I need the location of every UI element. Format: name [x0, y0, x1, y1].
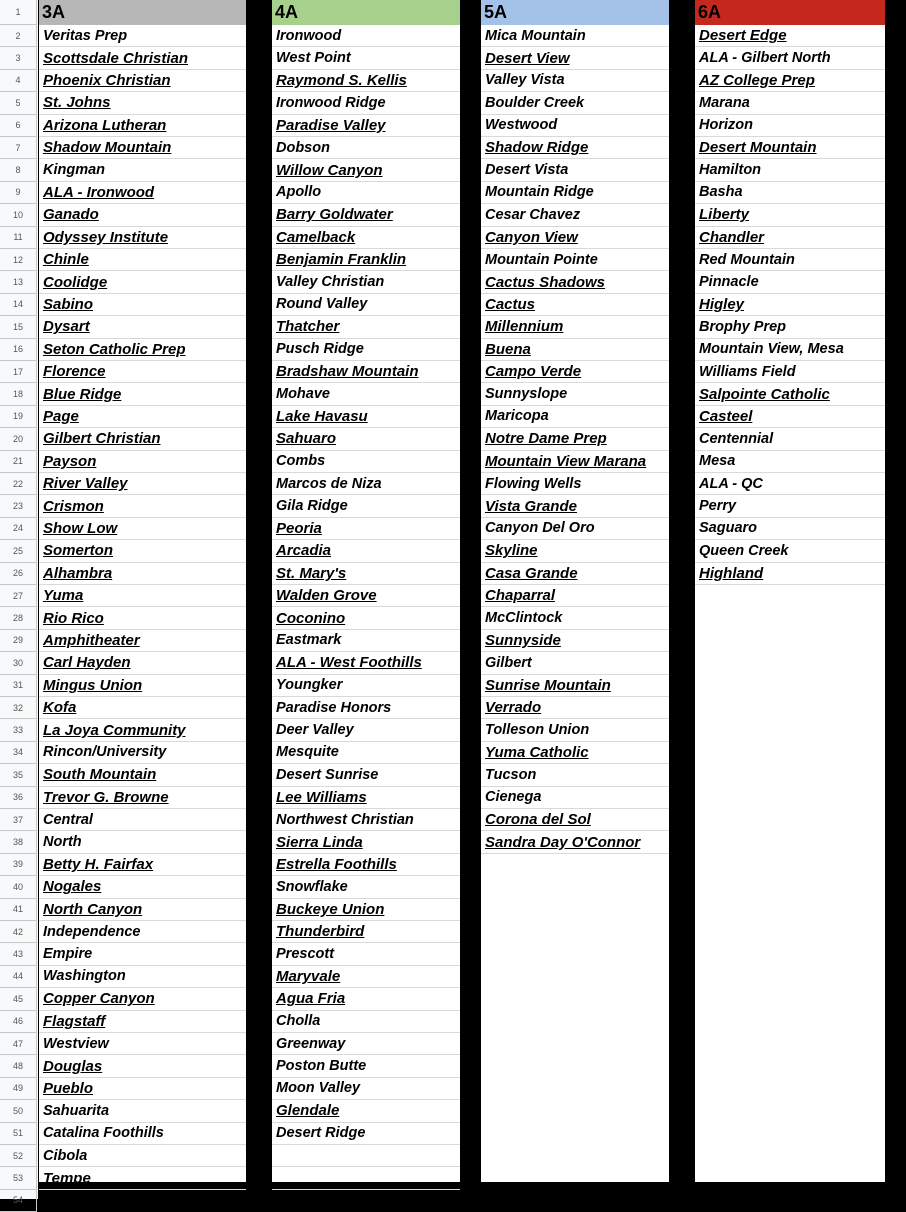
school-cell[interactable]: Peoria	[272, 518, 460, 540]
school-cell[interactable]: Desert View	[481, 47, 669, 69]
row-number[interactable]: 13	[0, 271, 37, 293]
school-cell[interactable]: Desert Vista	[481, 159, 669, 181]
school-cell[interactable]: Skyline	[481, 540, 669, 562]
school-cell[interactable]: Raymond S. Kellis	[272, 70, 460, 92]
school-cell[interactable]: Mountain Pointe	[481, 249, 669, 271]
school-cell[interactable]: Valley Vista	[481, 70, 669, 92]
school-cell[interactable]: Northwest Christian	[272, 809, 460, 831]
school-cell[interactable]: North Canyon	[39, 899, 246, 921]
row-number[interactable]: 48	[0, 1055, 37, 1077]
school-cell[interactable]: Paradise Valley	[272, 115, 460, 137]
row-number[interactable]: 22	[0, 473, 37, 495]
row-number[interactable]: 21	[0, 451, 37, 473]
row-number[interactable]: 25	[0, 540, 37, 562]
school-cell[interactable]: Greenway	[272, 1033, 460, 1055]
school-cell[interactable]: Flowing Wells	[481, 473, 669, 495]
school-cell[interactable]: Queen Creek	[695, 540, 885, 562]
row-number[interactable]: 40	[0, 876, 37, 898]
school-cell[interactable]: Perry	[695, 495, 885, 517]
column-6a	[695, 0, 885, 1182]
row-number[interactable]: 30	[0, 652, 37, 674]
school-cell[interactable]: Cibola	[39, 1145, 246, 1167]
row-number[interactable]: 3	[0, 47, 37, 69]
school-cell[interactable]: Chandler	[695, 227, 885, 249]
row-number[interactable]: 52	[0, 1145, 37, 1167]
school-cell[interactable]: St. Mary's	[272, 563, 460, 585]
school-cell[interactable]: Buckeye Union	[272, 899, 460, 921]
school-cell[interactable]: Gila Ridge	[272, 495, 460, 517]
school-cell[interactable]: Coconino	[272, 607, 460, 629]
school-cell[interactable]: ALA - Gilbert North	[695, 47, 885, 69]
school-cell[interactable]: Kingman	[39, 159, 246, 181]
school-cell[interactable]: Mountain Ridge	[481, 182, 669, 204]
school-cell[interactable]: Notre Dame Prep	[481, 428, 669, 450]
school-cell[interactable]: Carl Hayden	[39, 652, 246, 674]
school-cell[interactable]: River Valley	[39, 473, 246, 495]
school-cell[interactable]: Corona del Sol	[481, 809, 669, 831]
school-cell[interactable]: Estrella Foothills	[272, 854, 460, 876]
row-number[interactable]: 6	[0, 115, 37, 137]
school-cell[interactable]: Desert Mountain	[695, 137, 885, 159]
school-cell[interactable]: Buena	[481, 339, 669, 361]
school-cell[interactable]: Pusch Ridge	[272, 339, 460, 361]
school-cell[interactable]: Mesquite	[272, 742, 460, 764]
school-cell[interactable]: ALA - West Foothills	[272, 652, 460, 674]
school-cell[interactable]: Lake Havasu	[272, 406, 460, 428]
row-number[interactable]: 27	[0, 585, 37, 607]
row-number[interactable]: 44	[0, 966, 37, 988]
column-4a	[272, 0, 460, 1182]
school-cell[interactable]: AZ College Prep	[695, 70, 885, 92]
school-cell[interactable]: Sunnyslope	[481, 383, 669, 405]
row-number-gutter	[0, 0, 38, 1206]
school-cell[interactable]: Liberty	[695, 204, 885, 226]
school-cell[interactable]: Camelback	[272, 227, 460, 249]
school-cell[interactable]: Cactus Shadows	[481, 271, 669, 293]
school-cell[interactable]: Dysart	[39, 316, 246, 338]
column-header[interactable]: 4A	[272, 0, 460, 25]
row-number[interactable]: 53	[0, 1167, 37, 1189]
school-cell[interactable]: Sahuarita	[39, 1100, 246, 1122]
school-cell[interactable]: Mountain View Marana	[481, 451, 669, 473]
school-cell[interactable]: St. Johns	[39, 92, 246, 114]
school-cell[interactable]: Mohave	[272, 383, 460, 405]
row-number[interactable]: 17	[0, 361, 37, 383]
school-cell[interactable]: Youngker	[272, 675, 460, 697]
school-cell[interactable]: Trevor G. Browne	[39, 787, 246, 809]
school-cell[interactable]: Sunnyside	[481, 630, 669, 652]
school-cell[interactable]: Ironwood	[272, 25, 460, 47]
school-cell[interactable]: Amphitheater	[39, 630, 246, 652]
school-cell[interactable]: Flagstaff	[39, 1011, 246, 1033]
school-cell[interactable]: Willow Canyon	[272, 159, 460, 181]
school-cell[interactable]: Sandra Day O'Connor	[481, 831, 669, 853]
row-number[interactable]: 33	[0, 719, 37, 741]
school-cell[interactable]: Paradise Honors	[272, 697, 460, 719]
school-cell[interactable]: Boulder Creek	[481, 92, 669, 114]
row-number[interactable]: 26	[0, 563, 37, 585]
column-5a	[481, 0, 669, 1182]
school-cell[interactable]: McClintock	[481, 607, 669, 629]
school-cell[interactable]: Brophy Prep	[695, 316, 885, 338]
school-cell[interactable]: Mountain View, Mesa	[695, 339, 885, 361]
school-cell[interactable]: Lee Williams	[272, 787, 460, 809]
school-cell[interactable]: Basha	[695, 182, 885, 204]
school-cell[interactable]: Highland	[695, 563, 885, 585]
school-cell[interactable]: Florence	[39, 361, 246, 383]
row-number[interactable]: 35	[0, 764, 37, 786]
school-cell[interactable]: ALA - QC	[695, 473, 885, 495]
school-cell[interactable]: Betty H. Fairfax	[39, 854, 246, 876]
school-cell[interactable]: Round Valley	[272, 294, 460, 316]
row-number[interactable]: 19	[0, 406, 37, 428]
school-cell[interactable]: Poston Butte	[272, 1055, 460, 1077]
school-cell[interactable]: Horizon	[695, 115, 885, 137]
school-cell[interactable]: Arcadia	[272, 540, 460, 562]
school-cell[interactable]: Coolidge	[39, 271, 246, 293]
school-cell[interactable]: Arizona Lutheran	[39, 115, 246, 137]
school-cell[interactable]: Somerton	[39, 540, 246, 562]
school-cell[interactable]	[272, 1167, 460, 1189]
school-cell[interactable]: Crismon	[39, 495, 246, 517]
school-cell[interactable]: Vista Grande	[481, 495, 669, 517]
school-cell[interactable]: Campo Verde	[481, 361, 669, 383]
school-cell[interactable]: Tucson	[481, 764, 669, 786]
row-number[interactable]: 49	[0, 1078, 37, 1100]
school-cell[interactable]: Central	[39, 809, 246, 831]
school-cell[interactable]: West Point	[272, 47, 460, 69]
school-cell[interactable]: Walden Grove	[272, 585, 460, 607]
school-cell[interactable]: Desert Edge	[695, 25, 885, 47]
school-cell[interactable]: Williams Field	[695, 361, 885, 383]
row-number[interactable]: 15	[0, 316, 37, 338]
row-number[interactable]: 24	[0, 518, 37, 540]
school-cell[interactable]: Eastmark	[272, 630, 460, 652]
school-cell[interactable]: Scottsdale Christian	[39, 47, 246, 69]
school-cell[interactable]: Casteel	[695, 406, 885, 428]
school-cell[interactable]: Maryvale	[272, 966, 460, 988]
school-cell[interactable]: Gilbert	[481, 652, 669, 674]
school-cell[interactable]: Apollo	[272, 182, 460, 204]
school-cell[interactable]: Pinnacle	[695, 271, 885, 293]
school-cell[interactable]: Saguaro	[695, 518, 885, 540]
school-cell[interactable]: Sierra Linda	[272, 831, 460, 853]
row-number[interactable]: 51	[0, 1123, 37, 1145]
row-number[interactable]: 14	[0, 294, 37, 316]
row-number[interactable]: 37	[0, 809, 37, 831]
school-cell[interactable]: Blue Ridge	[39, 383, 246, 405]
column-3a	[39, 0, 246, 1187]
school-cell[interactable]: Cesar Chavez	[481, 204, 669, 226]
school-cell[interactable]: Combs	[272, 451, 460, 473]
row-number[interactable]: 4	[0, 70, 37, 92]
school-cell[interactable]: Prescott	[272, 943, 460, 965]
school-cell[interactable]	[272, 1145, 460, 1167]
row-number[interactable]: 23	[0, 495, 37, 517]
school-cell[interactable]: Marana	[695, 92, 885, 114]
school-cell[interactable]: Page	[39, 406, 246, 428]
school-cell[interactable]: Salpointe Catholic	[695, 383, 885, 405]
school-cell[interactable]: Independence	[39, 921, 246, 943]
school-cell[interactable]: Rincon/University	[39, 742, 246, 764]
school-cell[interactable]: Dobson	[272, 137, 460, 159]
row-number[interactable]: 32	[0, 697, 37, 719]
row-number[interactable]: 8	[0, 159, 37, 181]
school-cell[interactable]: Veritas Prep	[39, 25, 246, 47]
school-cell[interactable]: Barry Goldwater	[272, 204, 460, 226]
row-number[interactable]: 47	[0, 1033, 37, 1055]
row-number[interactable]: 54	[0, 1190, 37, 1212]
school-cell[interactable]: Verrado	[481, 697, 669, 719]
school-cell[interactable]: Agua Fria	[272, 988, 460, 1010]
school-cell[interactable]: Sahuaro	[272, 428, 460, 450]
school-cell[interactable]: Gilbert Christian	[39, 428, 246, 450]
row-number[interactable]: 39	[0, 854, 37, 876]
school-cell[interactable]: Catalina Foothills	[39, 1123, 246, 1145]
school-cell[interactable]: Desert Sunrise	[272, 764, 460, 786]
school-cell[interactable]: Payson	[39, 451, 246, 473]
school-cell[interactable]: Red Mountain	[695, 249, 885, 271]
school-cell[interactable]: Shadow Ridge	[481, 137, 669, 159]
school-cell[interactable]: Cholla	[272, 1011, 460, 1033]
row-number[interactable]: 36	[0, 787, 37, 809]
school-cell[interactable]: Chaparral	[481, 585, 669, 607]
row-number[interactable]: 16	[0, 339, 37, 361]
school-cell[interactable]: La Joya Community	[39, 719, 246, 741]
column-header[interactable]: 5A	[481, 0, 669, 25]
column-header[interactable]: 3A	[39, 0, 246, 25]
school-cell[interactable]: Thatcher	[272, 316, 460, 338]
school-cell[interactable]: Odyssey Institute	[39, 227, 246, 249]
row-number[interactable]: 50	[0, 1100, 37, 1122]
school-cell[interactable]: Yuma	[39, 585, 246, 607]
school-cell[interactable]: Valley Christian	[272, 271, 460, 293]
school-cell[interactable]: Marcos de Niza	[272, 473, 460, 495]
school-cell[interactable]: Westview	[39, 1033, 246, 1055]
school-cell[interactable]: North	[39, 831, 246, 853]
school-cell[interactable]: Tempe	[39, 1167, 246, 1189]
row-number[interactable]: 31	[0, 675, 37, 697]
row-number[interactable]: 28	[0, 607, 37, 629]
school-cell[interactable]: Westwood	[481, 115, 669, 137]
school-cell[interactable]: Glendale	[272, 1100, 460, 1122]
school-cell[interactable]: Shadow Mountain	[39, 137, 246, 159]
school-cell[interactable]: Ironwood Ridge	[272, 92, 460, 114]
school-cell[interactable]: Washington	[39, 966, 246, 988]
school-cell[interactable]: Yuma Catholic	[481, 742, 669, 764]
school-cell[interactable]: Rio Rico	[39, 607, 246, 629]
school-cell[interactable]: Chinle	[39, 249, 246, 271]
row-number[interactable]: 12	[0, 249, 37, 271]
school-cell[interactable]: Deer Valley	[272, 719, 460, 741]
row-number[interactable]: 9	[0, 182, 37, 204]
school-cell[interactable]: Copper Canyon	[39, 988, 246, 1010]
school-cell[interactable]: Show Low	[39, 518, 246, 540]
row-number[interactable]: 2	[0, 25, 37, 47]
column-header[interactable]: 6A	[695, 0, 885, 25]
school-cell[interactable]: Ganado	[39, 204, 246, 226]
school-cell[interactable]: Sunrise Mountain	[481, 675, 669, 697]
school-cell[interactable]: Canyon View	[481, 227, 669, 249]
school-cell[interactable]: Sabino	[39, 294, 246, 316]
row-number[interactable]: 46	[0, 1011, 37, 1033]
school-cell[interactable]: Empire	[39, 943, 246, 965]
row-number[interactable]: 1	[0, 0, 37, 25]
school-cell[interactable]: Cactus	[481, 294, 669, 316]
row-number[interactable]: 11	[0, 227, 37, 249]
row-number[interactable]: 7	[0, 137, 37, 159]
row-number[interactable]: 43	[0, 943, 37, 965]
school-cell[interactable]: Thunderbird	[272, 921, 460, 943]
school-cell[interactable]: Mingus Union	[39, 675, 246, 697]
school-cell[interactable]: Canyon Del Oro	[481, 518, 669, 540]
school-cell[interactable]: Mesa	[695, 451, 885, 473]
school-cell[interactable]: Phoenix Christian	[39, 70, 246, 92]
school-cell[interactable]: Tolleson Union	[481, 719, 669, 741]
school-cell[interactable]: Kofa	[39, 697, 246, 719]
school-cell[interactable]: Nogales	[39, 876, 246, 898]
school-cell[interactable]: Bradshaw Mountain	[272, 361, 460, 383]
school-cell[interactable]: Maricopa	[481, 406, 669, 428]
school-cell[interactable]: Snowflake	[272, 876, 460, 898]
school-cell[interactable]: Alhambra	[39, 563, 246, 585]
school-cell[interactable]: Benjamin Franklin	[272, 249, 460, 271]
school-cell[interactable]: ALA - Ironwood	[39, 182, 246, 204]
row-number[interactable]: 38	[0, 831, 37, 853]
school-cell[interactable]: Seton Catholic Prep	[39, 339, 246, 361]
row-number[interactable]: 10	[0, 204, 37, 226]
school-cell[interactable]: South Mountain	[39, 764, 246, 786]
row-number[interactable]: 34	[0, 742, 37, 764]
school-cell[interactable]: Millennium	[481, 316, 669, 338]
row-number[interactable]: 41	[0, 899, 37, 921]
row-number[interactable]: 18	[0, 383, 37, 405]
row-number[interactable]: 29	[0, 630, 37, 652]
school-cell[interactable]: Moon Valley	[272, 1078, 460, 1100]
row-number[interactable]: 20	[0, 428, 37, 450]
school-cell[interactable]: Cienega	[481, 787, 669, 809]
school-cell[interactable]: Hamilton	[695, 159, 885, 181]
school-cell[interactable]: Mica Mountain	[481, 25, 669, 47]
school-cell[interactable]: Desert Ridge	[272, 1123, 460, 1145]
school-cell[interactable]: Centennial	[695, 428, 885, 450]
school-cell[interactable]: Douglas	[39, 1055, 246, 1077]
row-number[interactable]: 45	[0, 988, 37, 1010]
school-cell[interactable]: Pueblo	[39, 1078, 246, 1100]
school-cell[interactable]: Casa Grande	[481, 563, 669, 585]
row-number[interactable]: 42	[0, 921, 37, 943]
row-number[interactable]: 5	[0, 92, 37, 114]
school-cell[interactable]: Higley	[695, 294, 885, 316]
